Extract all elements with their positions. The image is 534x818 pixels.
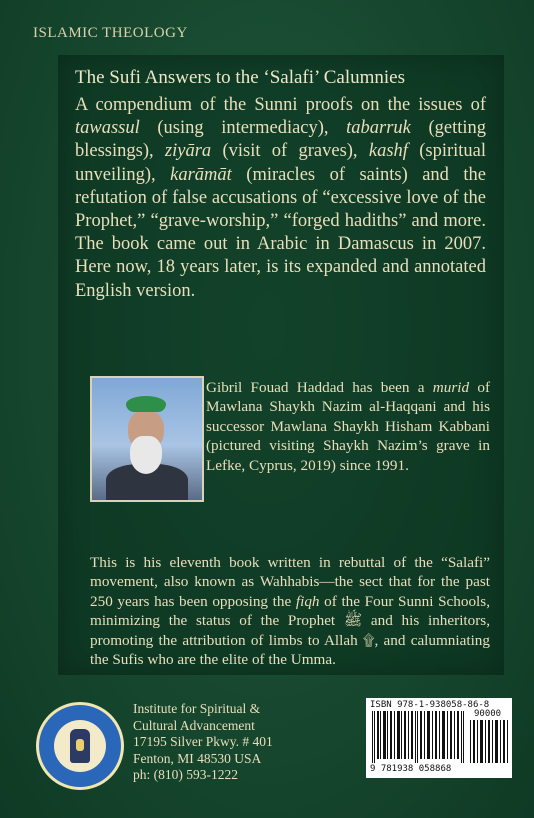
author-photo [90,376,204,502]
publisher-line: 17195 Silver Pkwy. # 401 [133,734,273,750]
publisher-line: ph: (810) 593-1222 [133,767,238,783]
lantern-icon [70,729,90,763]
price-code: 90000 [474,709,502,719]
price-barcode-bars [470,720,508,763]
author-bio-continued: This is his eleventh book written in rebuttal of the “Salafi” movement, also known as Wahhabis—the sect that for the past 250 years has been opposing the fiqh of the Four Sunni Schools, minimizing the status of the Prophet ﷺ and his inheritors, promoting the attribution of limbs to Allah ۩, and calumniating the Sufis who are the elite of the Umma. [90,554,490,669]
publisher-line: Fenton, MI 48530 USA [133,750,262,766]
barcode-digits: 9 781938 058868 [370,764,452,774]
category-label: ISLAMIC THEOLOGY [33,25,188,41]
barcode-bars [372,711,464,763]
author-bio: Gibril Fouad Haddad has been a murid of Mawlana Shaykh Nazim al-Haqqani and his successor Mawlana Shaykh Hisham Kabbani (pictured visiting Shaykh Nazim’s grave in Lefke, Cyprus, 2019) since 1991. [206,379,491,474]
publisher-line: Institute for Spiritual & [133,701,261,716]
book-title: The Sufi Answers to the ‘Salafi’ Calumnies [75,67,405,88]
isbn-text: ISBN 978-1-938058-86-8 [370,700,490,710]
publisher-logo [36,702,124,790]
publisher-address [133,701,273,784]
barcode [366,698,512,778]
publisher-line: Cultural Advancement [133,717,255,733]
book-blurb: A compendium of the Sunni proofs on the issues of tawassul (using intermediacy), tabarruk (getting blessings), ziyāra (visit of graves), kashf (spiritual unveiling), karāmāt (miracles of saints) and the refutation of false accusations of “excessive love of the Prophet,” “grave-worship,” “forged hadiths” and more. The book came out in Arabic in Damascus in 2007. Here now, 18 years later, is its expanded and annotated English version. [75,95,487,301]
